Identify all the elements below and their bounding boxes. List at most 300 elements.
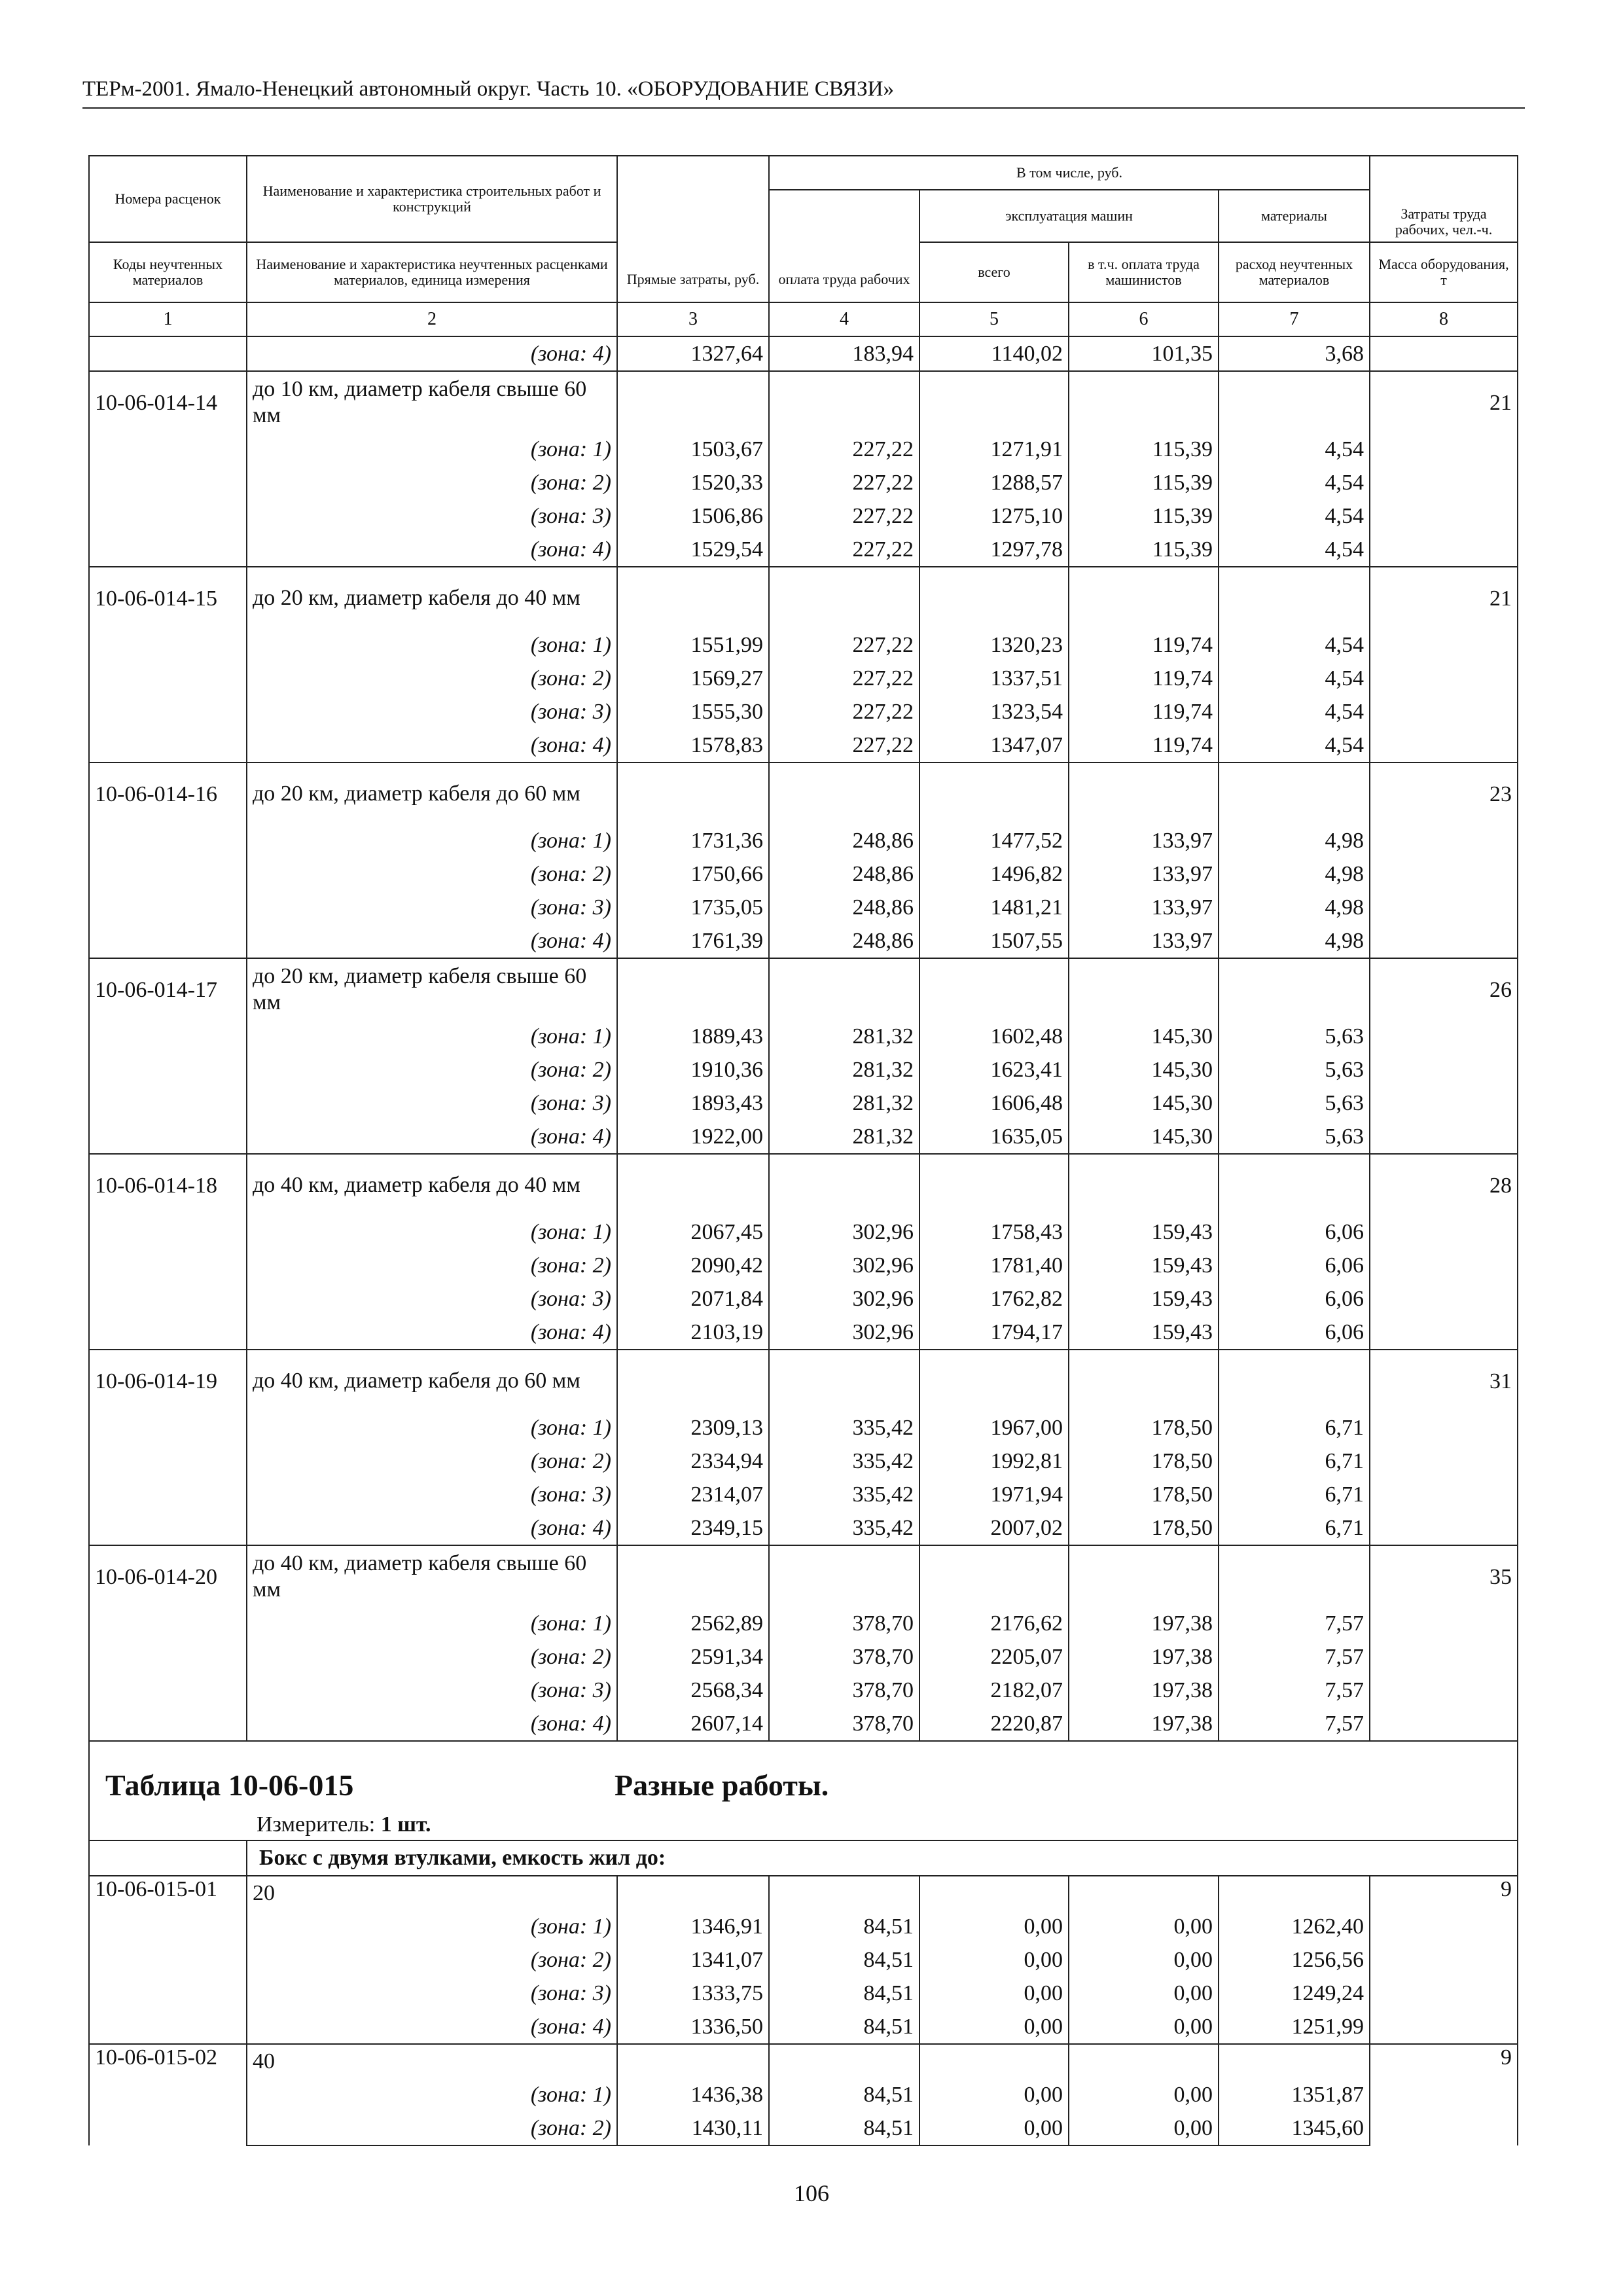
header-material-codes: Коды неучтенных материалов bbox=[89, 242, 247, 302]
cell-machines-total: 1337,51 bbox=[919, 662, 1069, 695]
zone-label: (зона: 4) bbox=[247, 336, 617, 371]
cell-machines-labor: 178,50 bbox=[1069, 1478, 1219, 1511]
cell-materials: 3,68 bbox=[1219, 336, 1370, 371]
table-row bbox=[89, 1053, 1518, 1086]
table-row bbox=[89, 695, 1518, 728]
cell-machines-total: 1992,81 bbox=[919, 1444, 1069, 1478]
cell-materials: 7,57 bbox=[1219, 1607, 1370, 1640]
cell-machines-total: 2007,02 bbox=[919, 1511, 1069, 1545]
table-row bbox=[89, 924, 1518, 958]
cell-machines-labor: 133,97 bbox=[1069, 824, 1219, 857]
cell-machines-total: 0,00 bbox=[919, 2010, 1069, 2044]
cell-materials: 6,71 bbox=[1219, 1411, 1370, 1444]
cell-direct-costs: 1569,27 bbox=[617, 662, 769, 695]
rate-name: 40 bbox=[247, 2044, 617, 2078]
cell-labor-pay: 378,70 bbox=[769, 1640, 919, 1674]
cell-machines-labor: 197,38 bbox=[1069, 1707, 1219, 1741]
table-row bbox=[89, 1674, 1518, 1707]
zone-label: (зона: 4) bbox=[247, 728, 617, 762]
cell-empty bbox=[1219, 567, 1370, 628]
zone-label: (зона: 1) bbox=[247, 1910, 617, 1943]
cell-materials: 4,98 bbox=[1219, 891, 1370, 924]
cell-empty bbox=[769, 958, 919, 1020]
header-labor-pay: оплата труда рабочих bbox=[769, 190, 919, 302]
subheading-blank bbox=[89, 1840, 247, 1876]
cell-empty bbox=[1069, 958, 1219, 1020]
cell-labor-pay: 227,22 bbox=[769, 433, 919, 466]
zone-label: (зона: 4) bbox=[247, 1707, 617, 1741]
cell-labor-pay: 302,96 bbox=[769, 1316, 919, 1350]
table-name: Разные работы. bbox=[615, 1768, 829, 1802]
cell-materials: 4,54 bbox=[1219, 728, 1370, 762]
cell-materials: 5,63 bbox=[1219, 1120, 1370, 1154]
table-row bbox=[89, 662, 1518, 695]
cell-machines-labor: 0,00 bbox=[1069, 1943, 1219, 1977]
header-rate-numbers: Номера расценок bbox=[89, 156, 247, 242]
table-row bbox=[89, 2078, 1518, 2111]
table-row bbox=[89, 433, 1518, 466]
cell-empty bbox=[1219, 371, 1370, 433]
zone-label: (зона: 4) bbox=[247, 1511, 617, 1545]
zone-label: (зона: 3) bbox=[247, 1478, 617, 1511]
cell-machines-labor: 115,39 bbox=[1069, 466, 1219, 499]
cell-direct-costs: 1430,11 bbox=[617, 2111, 769, 2145]
cell-materials: 4,98 bbox=[1219, 824, 1370, 857]
cell-empty bbox=[1219, 762, 1370, 824]
cell-direct-costs: 2103,19 bbox=[617, 1316, 769, 1350]
cell-labor-hours: 9 bbox=[1370, 1876, 1518, 2044]
cell-materials: 1249,24 bbox=[1219, 1977, 1370, 2010]
header-machines: эксплуатация машин bbox=[919, 190, 1219, 242]
cell-direct-costs: 2309,13 bbox=[617, 1411, 769, 1444]
cell-labor-hours: 35 bbox=[1370, 1545, 1518, 1741]
cell-machines-total: 1606,48 bbox=[919, 1086, 1069, 1120]
table-row bbox=[89, 891, 1518, 924]
rate-groups-2 bbox=[89, 1876, 1518, 2145]
zone-label: (зона: 4) bbox=[247, 924, 617, 958]
cell-machines-total: 0,00 bbox=[919, 2078, 1069, 2111]
header-machines-labor: в т.ч. оплата труда машинистов bbox=[1069, 242, 1219, 302]
cell-empty bbox=[769, 2044, 919, 2078]
table-row bbox=[89, 1607, 1518, 1640]
cell-machines-total: 1635,05 bbox=[919, 1120, 1069, 1154]
cell-machines-total: 2205,07 bbox=[919, 1640, 1069, 1674]
cell-machines-labor: 197,38 bbox=[1069, 1607, 1219, 1640]
cell-direct-costs: 2334,94 bbox=[617, 1444, 769, 1478]
cell-materials: 5,63 bbox=[1219, 1020, 1370, 1053]
zone-label: (зона: 3) bbox=[247, 1282, 617, 1316]
rate-code: 10-06-015-01 bbox=[89, 1876, 247, 2044]
cell-labor-pay: 302,96 bbox=[769, 1282, 919, 1316]
zone-label: (зона: 4) bbox=[247, 2010, 617, 2044]
cell-materials: 6,71 bbox=[1219, 1478, 1370, 1511]
cell-empty bbox=[1069, 1876, 1219, 1910]
cell-empty bbox=[617, 371, 769, 433]
zone-label: (зона: 3) bbox=[247, 1674, 617, 1707]
cell-labor-pay: 302,96 bbox=[769, 1215, 919, 1249]
cell-direct-costs: 2071,84 bbox=[617, 1282, 769, 1316]
cell-direct-costs: 1327,64 bbox=[617, 336, 769, 371]
cell-labor-pay: 84,51 bbox=[769, 1943, 919, 1977]
cell-materials: 6,71 bbox=[1219, 1444, 1370, 1478]
table-row bbox=[89, 466, 1518, 499]
cell-direct-costs: 1578,83 bbox=[617, 728, 769, 762]
cell-direct-costs: 1735,05 bbox=[617, 891, 769, 924]
zone-label: (зона: 2) bbox=[247, 1249, 617, 1282]
cell-labor-pay: 335,42 bbox=[769, 1444, 919, 1478]
table-body bbox=[89, 336, 1518, 371]
cell-labor-pay: 248,86 bbox=[769, 857, 919, 891]
column-number: 3 bbox=[617, 302, 769, 336]
cell-machines-total: 1320,23 bbox=[919, 628, 1069, 662]
cell-materials: 1256,56 bbox=[1219, 1943, 1370, 1977]
cell-machines-labor: 159,43 bbox=[1069, 1316, 1219, 1350]
rate-group-header-row bbox=[89, 1350, 1518, 1411]
cell-machines-labor: 178,50 bbox=[1069, 1511, 1219, 1545]
cell-materials: 6,06 bbox=[1219, 1249, 1370, 1282]
cell-labor-pay: 281,32 bbox=[769, 1086, 919, 1120]
rate-code: 10-06-014-15 bbox=[89, 567, 247, 762]
cell-machines-labor: 145,30 bbox=[1069, 1053, 1219, 1086]
column-number: 6 bbox=[1069, 302, 1219, 336]
cell-empty bbox=[617, 1154, 769, 1215]
rate-code: 10-06-015-02 bbox=[89, 2044, 247, 2145]
zone-label: (зона: 2) bbox=[247, 2111, 617, 2145]
cell-materials: 7,57 bbox=[1219, 1640, 1370, 1674]
cell-empty bbox=[769, 1876, 919, 1910]
cell-labor-pay: 281,32 bbox=[769, 1120, 919, 1154]
cell-materials: 1262,40 bbox=[1219, 1910, 1370, 1943]
measure-line bbox=[257, 1812, 431, 1837]
cell-labor-pay: 183,94 bbox=[769, 336, 919, 371]
cell-direct-costs: 1506,86 bbox=[617, 499, 769, 533]
cell-machines-labor: 101,35 bbox=[1069, 336, 1219, 371]
cell-empty bbox=[617, 762, 769, 824]
cell-labor-pay: 84,51 bbox=[769, 1977, 919, 2010]
table-row bbox=[89, 533, 1518, 567]
rate-code: 10-06-014-16 bbox=[89, 762, 247, 958]
cell-empty bbox=[919, 567, 1069, 628]
cell-empty bbox=[617, 1350, 769, 1411]
cell-direct-costs: 2607,14 bbox=[617, 1707, 769, 1741]
zone-label: (зона: 1) bbox=[247, 433, 617, 466]
cell-labor-pay: 248,86 bbox=[769, 924, 919, 958]
table-row bbox=[89, 1120, 1518, 1154]
cell-labor-pay: 227,22 bbox=[769, 466, 919, 499]
cell-empty bbox=[617, 1876, 769, 1910]
cell-machines-labor: 133,97 bbox=[1069, 891, 1219, 924]
cell-materials: 6,06 bbox=[1219, 1316, 1370, 1350]
cell-machines-labor: 0,00 bbox=[1069, 2111, 1219, 2145]
cell-direct-costs: 2067,45 bbox=[617, 1215, 769, 1249]
cell-direct-costs: 2349,15 bbox=[617, 1511, 769, 1545]
zone-label: (зона: 4) bbox=[247, 533, 617, 567]
zone-label: (зона: 3) bbox=[247, 891, 617, 924]
cell-direct-costs: 1893,43 bbox=[617, 1086, 769, 1120]
table-row bbox=[89, 1411, 1518, 1444]
cell-machines-total: 1602,48 bbox=[919, 1020, 1069, 1053]
cell-empty bbox=[617, 958, 769, 1020]
column-number: 1 bbox=[89, 302, 247, 336]
cell-machines-labor: 119,74 bbox=[1069, 695, 1219, 728]
zone-label: (зона: 2) bbox=[247, 1640, 617, 1674]
rate-code: 10-06-014-18 bbox=[89, 1154, 247, 1350]
column-number: 4 bbox=[769, 302, 919, 336]
cell-labor-pay: 281,32 bbox=[769, 1020, 919, 1053]
cell-machines-total: 0,00 bbox=[919, 1943, 1069, 1977]
cell-labor-pay: 227,22 bbox=[769, 628, 919, 662]
cell-empty bbox=[769, 371, 919, 433]
header-materials-consumption: расход неучтенных материалов bbox=[1219, 242, 1370, 302]
zone-label: (зона: 3) bbox=[247, 1086, 617, 1120]
page-number: 106 bbox=[794, 2180, 829, 2206]
cell-direct-costs: 1750,66 bbox=[617, 857, 769, 891]
cell-direct-costs: 1529,54 bbox=[617, 533, 769, 567]
cell-materials: 4,54 bbox=[1219, 695, 1370, 728]
rate-group-header-row bbox=[89, 371, 1518, 433]
table-row bbox=[89, 1478, 1518, 1511]
cell-empty bbox=[769, 1545, 919, 1607]
table-row bbox=[89, 2111, 1518, 2145]
rate-group-header-row bbox=[89, 2044, 1518, 2078]
cell-direct-costs: 1333,75 bbox=[617, 1977, 769, 2010]
cell-empty bbox=[1219, 1154, 1370, 1215]
rate-name: до 20 км, диаметр кабеля свыше 60 мм bbox=[247, 958, 617, 1020]
table-row bbox=[89, 1086, 1518, 1120]
cell-empty bbox=[617, 2044, 769, 2078]
zone-label: (зона: 4) bbox=[247, 1316, 617, 1350]
cell-labor-pay: 302,96 bbox=[769, 1249, 919, 1282]
rate-group-header-row bbox=[89, 567, 1518, 628]
cell-labor-pay: 248,86 bbox=[769, 891, 919, 924]
cell-direct-costs: 2568,34 bbox=[617, 1674, 769, 1707]
cell-empty bbox=[769, 762, 919, 824]
cell-machines-total: 0,00 bbox=[919, 1977, 1069, 2010]
cell-machines-total: 1297,78 bbox=[919, 533, 1069, 567]
cell-machines-labor: 119,74 bbox=[1069, 662, 1219, 695]
cell-labor-pay: 248,86 bbox=[769, 824, 919, 857]
zone-label: (зона: 2) bbox=[247, 857, 617, 891]
rate-name: до 20 км, диаметр кабеля до 60 мм bbox=[247, 762, 617, 824]
cell-empty bbox=[1069, 2044, 1219, 2078]
cell-machines-total: 1477,52 bbox=[919, 824, 1069, 857]
cell-labor-pay: 378,70 bbox=[769, 1607, 919, 1640]
column-number: 2 bbox=[247, 302, 617, 336]
cell-empty bbox=[1069, 1350, 1219, 1411]
cell-labor-hours: 26 bbox=[1370, 958, 1518, 1154]
cell-machines-total: 1781,40 bbox=[919, 1249, 1069, 1282]
cell-machines-total: 1481,21 bbox=[919, 891, 1069, 924]
cell-empty bbox=[769, 1350, 919, 1411]
cell-materials: 1251,99 bbox=[1219, 2010, 1370, 2044]
cell-machines-total: 1762,82 bbox=[919, 1282, 1069, 1316]
cell-machines-labor: 0,00 bbox=[1069, 2010, 1219, 2044]
rate-code: 10-06-014-19 bbox=[89, 1350, 247, 1545]
cell-materials: 6,71 bbox=[1219, 1511, 1370, 1545]
cell-labor-pay: 227,22 bbox=[769, 533, 919, 567]
zone-label: (зона: 2) bbox=[247, 1053, 617, 1086]
header-equipment-mass: Масса оборудования, т bbox=[1370, 242, 1518, 302]
cell-machines-labor: 145,30 bbox=[1069, 1120, 1219, 1154]
rate-name: до 20 км, диаметр кабеля до 40 мм bbox=[247, 567, 617, 628]
cell-empty bbox=[919, 371, 1069, 433]
cell-materials: 4,54 bbox=[1219, 533, 1370, 567]
cell-labor-hours: 21 bbox=[1370, 567, 1518, 762]
cell-machines-labor: 119,74 bbox=[1069, 628, 1219, 662]
cell-machines-total: 1794,17 bbox=[919, 1316, 1069, 1350]
cell-direct-costs: 1346,91 bbox=[617, 1910, 769, 1943]
table-row bbox=[89, 336, 1518, 371]
table-row bbox=[89, 628, 1518, 662]
cell-machines-total: 2182,07 bbox=[919, 1674, 1069, 1707]
cell-machines-labor: 145,30 bbox=[1069, 1020, 1219, 1053]
table-row bbox=[89, 1316, 1518, 1350]
table-section bbox=[89, 1741, 1518, 1876]
table-row bbox=[89, 857, 1518, 891]
cell-machines-total: 1323,54 bbox=[919, 695, 1069, 728]
cell-empty bbox=[919, 2044, 1069, 2078]
header-direct-costs: Прямые затраты, руб. bbox=[617, 156, 769, 302]
cell-machines-labor: 159,43 bbox=[1069, 1282, 1219, 1316]
cell-machines-labor: 115,39 bbox=[1069, 433, 1219, 466]
cell-machines-total: 0,00 bbox=[919, 1910, 1069, 1943]
cell-empty bbox=[1069, 567, 1219, 628]
cell-labor-pay: 84,51 bbox=[769, 2010, 919, 2044]
cell-empty bbox=[769, 567, 919, 628]
table-row bbox=[89, 1977, 1518, 2010]
zone-label: (зона: 1) bbox=[247, 1411, 617, 1444]
column-numbers-row bbox=[89, 302, 1518, 336]
zone-label: (зона: 2) bbox=[247, 662, 617, 695]
cell-labor-pay: 84,51 bbox=[769, 2111, 919, 2145]
cell-machines-total: 1623,41 bbox=[919, 1053, 1069, 1086]
cell-empty bbox=[1219, 1545, 1370, 1607]
cell-materials: 4,54 bbox=[1219, 662, 1370, 695]
cell-materials: 4,54 bbox=[1219, 433, 1370, 466]
table-row bbox=[89, 1910, 1518, 1943]
cell-direct-costs: 1761,39 bbox=[617, 924, 769, 958]
cell-machines-labor: 119,74 bbox=[1069, 728, 1219, 762]
rate-group-header-row bbox=[89, 1545, 1518, 1607]
header-including: В том числе, руб. bbox=[769, 156, 1370, 190]
cell-materials: 7,57 bbox=[1219, 1674, 1370, 1707]
cell-machines-total: 1275,10 bbox=[919, 499, 1069, 533]
table-row bbox=[89, 824, 1518, 857]
table-row bbox=[89, 499, 1518, 533]
zone-label: (зона: 2) bbox=[247, 466, 617, 499]
rates-table bbox=[88, 155, 1518, 2146]
cell-labor-pay: 335,42 bbox=[769, 1411, 919, 1444]
cell-empty bbox=[617, 1545, 769, 1607]
rate-group-header-row bbox=[89, 1154, 1518, 1215]
rate-group-header-row bbox=[89, 958, 1518, 1020]
header-labor-hours: Затраты труда рабочих, чел.-ч. bbox=[1370, 156, 1518, 242]
cell-machines-labor: 145,30 bbox=[1069, 1086, 1219, 1120]
cell-machines-total: 2176,62 bbox=[919, 1607, 1069, 1640]
cell-machines-total: 1288,57 bbox=[919, 466, 1069, 499]
cell-labor-pay: 84,51 bbox=[769, 1910, 919, 1943]
cell-labor-hours: 23 bbox=[1370, 762, 1518, 958]
rate-code bbox=[89, 336, 247, 371]
rate-code: 10-06-014-17 bbox=[89, 958, 247, 1154]
cell-empty bbox=[919, 762, 1069, 824]
cell-machines-labor: 197,38 bbox=[1069, 1640, 1219, 1674]
cell-labor-pay: 335,42 bbox=[769, 1511, 919, 1545]
cell-empty bbox=[1069, 1154, 1219, 1215]
subheading-row bbox=[89, 1840, 1518, 1876]
cell-machines-labor: 133,97 bbox=[1069, 924, 1219, 958]
cell-machines-labor: 0,00 bbox=[1069, 1910, 1219, 1943]
cell-labor-pay: 335,42 bbox=[769, 1478, 919, 1511]
header-material-names: Наименование и характеристика неучтенных расценками материалов, единица измерения bbox=[247, 242, 617, 302]
cell-machines-labor: 159,43 bbox=[1069, 1249, 1219, 1282]
cell-empty bbox=[617, 567, 769, 628]
table-title: Таблица 10-06-015 bbox=[105, 1768, 354, 1802]
cell-machines-labor: 133,97 bbox=[1069, 857, 1219, 891]
cell-machines-labor: 0,00 bbox=[1069, 2078, 1219, 2111]
cell-labor-hours: 31 bbox=[1370, 1350, 1518, 1545]
cell-labor-pay: 227,22 bbox=[769, 662, 919, 695]
cell-machines-total: 2220,87 bbox=[919, 1707, 1069, 1741]
cell-machines-total: 0,00 bbox=[919, 2111, 1069, 2145]
cell-labor-hours bbox=[1370, 336, 1518, 371]
cell-empty bbox=[919, 1876, 1069, 1910]
zone-label: (зона: 3) bbox=[247, 1977, 617, 2010]
cell-direct-costs: 1336,50 bbox=[617, 2010, 769, 2044]
cell-empty bbox=[919, 1545, 1069, 1607]
cell-empty bbox=[769, 1154, 919, 1215]
cell-materials: 6,06 bbox=[1219, 1215, 1370, 1249]
cell-direct-costs: 2090,42 bbox=[617, 1249, 769, 1282]
cell-materials: 5,63 bbox=[1219, 1053, 1370, 1086]
cell-materials: 4,98 bbox=[1219, 924, 1370, 958]
cell-materials: 5,63 bbox=[1219, 1086, 1370, 1120]
cell-empty bbox=[1219, 958, 1370, 1020]
zone-label: (зона: 4) bbox=[247, 1120, 617, 1154]
cell-machines-total: 1971,94 bbox=[919, 1478, 1069, 1511]
cell-direct-costs: 2591,34 bbox=[617, 1640, 769, 1674]
zone-label: (зона: 1) bbox=[247, 824, 617, 857]
measure-label: Измеритель: bbox=[257, 1812, 376, 1837]
rate-group-header-row bbox=[89, 762, 1518, 824]
cell-direct-costs: 1889,43 bbox=[617, 1020, 769, 1053]
cell-materials: 4,98 bbox=[1219, 857, 1370, 891]
cell-labor-pay: 227,22 bbox=[769, 499, 919, 533]
cell-materials: 1345,60 bbox=[1219, 2111, 1370, 2145]
cell-machines-total: 1967,00 bbox=[919, 1411, 1069, 1444]
cell-machines-total: 1758,43 bbox=[919, 1215, 1069, 1249]
cell-machines-labor: 159,43 bbox=[1069, 1215, 1219, 1249]
rate-code: 10-06-014-20 bbox=[89, 1545, 247, 1741]
zone-label: (зона: 2) bbox=[247, 1444, 617, 1478]
cell-machines-total: 1140,02 bbox=[919, 336, 1069, 371]
header-machines-total: всего bbox=[919, 242, 1069, 302]
cell-machines-labor: 0,00 bbox=[1069, 1977, 1219, 2010]
cell-empty bbox=[1219, 1876, 1370, 1910]
cell-materials: 4,54 bbox=[1219, 466, 1370, 499]
page-header: ТЕРм-2001. Ямало-Ненецкий автономный округ. Часть 10. «ОБОРУДОВАНИЕ СВЯЗИ» bbox=[82, 73, 1525, 109]
rate-name: до 40 км, диаметр кабеля до 60 мм bbox=[247, 1350, 617, 1411]
zone-label: (зона: 3) bbox=[247, 695, 617, 728]
table-row bbox=[89, 1511, 1518, 1545]
cell-empty bbox=[1219, 2044, 1370, 2078]
header-materials: материалы bbox=[1219, 190, 1370, 242]
cell-direct-costs: 1503,67 bbox=[617, 433, 769, 466]
column-number: 7 bbox=[1219, 302, 1370, 336]
cell-labor-pay: 281,32 bbox=[769, 1053, 919, 1086]
cell-labor-hours: 9 bbox=[1370, 2044, 1518, 2145]
cell-materials: 1351,87 bbox=[1219, 2078, 1370, 2111]
